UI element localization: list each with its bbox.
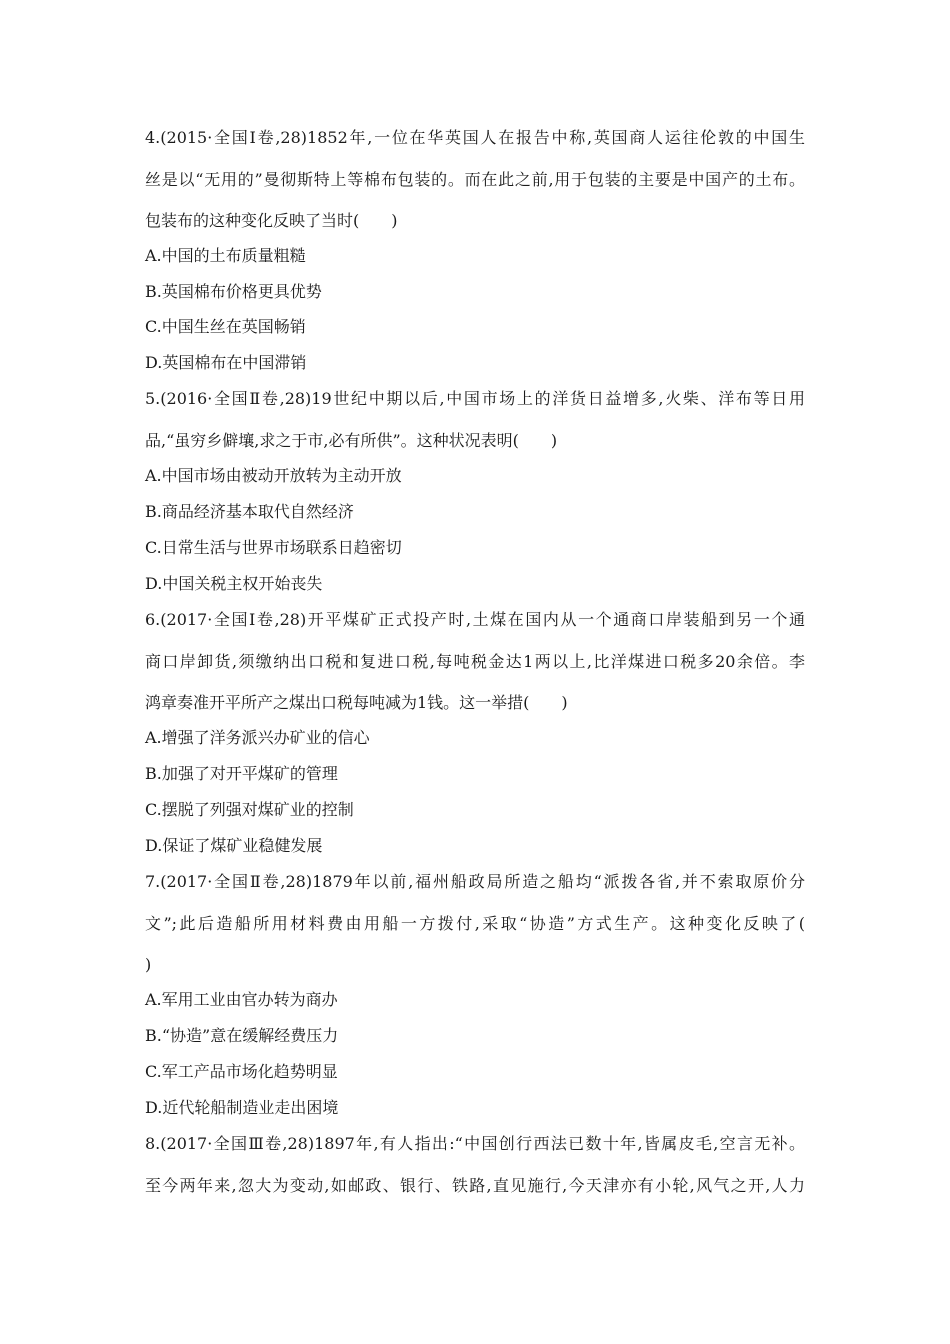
question-6-stem-line-2: 商口岸卸货,须缴纳出口税和复进口税,每吨税金达1两以上,比洋煤进口税多20余倍。李 — [145, 652, 805, 671]
question-7-stem-line-1: 7.(2017·全国Ⅱ卷,28)1879年以前,福州船政局所造之船均“派拨各省,并不索取原价分 — [145, 872, 805, 891]
question-6-option-c: C.摆脱了列强对煤矿业的控制 — [145, 800, 354, 819]
question-6-stem-line-1: 6.(2017·全国Ⅰ卷,28)开平煤矿正式投产时,土煤在国内从一个通商口岸装船到另一个通 — [145, 610, 805, 629]
question-5-stem-line-1: 5.(2016·全国Ⅱ卷,28)19世纪中期以后,中国市场上的洋货日益增多,火柴、洋布等日用 — [145, 389, 805, 408]
question-5-option-a: A.中国市场由被动开放转为主动开放 — [145, 466, 402, 485]
question-7-option-b: B.“协造”意在缓解经费压力 — [145, 1026, 339, 1045]
question-5-stem-line-2: 品,“虽穷乡僻壤,求之于市,必有所供”。这种状况表明( ) — [145, 431, 558, 450]
question-4-option-b: B.英国棉布价格更具优势 — [145, 282, 322, 301]
question-4-option-c: C.中国生丝在英国畅销 — [145, 317, 306, 336]
question-7-stem-line-2: 文”;此后造船所用材料费由用船一方拨付,采取“协造”方式生产。这种变化反映了( — [145, 914, 805, 933]
question-6-stem-line-3: 鸿章奏准开平所产之煤出口税每吨减为1钱。这一举措( ) — [145, 693, 568, 712]
question-5-option-b: B.商品经济基本取代自然经济 — [145, 502, 354, 521]
question-4-option-d: D.英国棉布在中国滞销 — [145, 353, 307, 372]
question-4-stem-line-2: 丝是以“无用的”曼彻斯特上等棉布包装的。而在此之前,用于包装的主要是中国产的土布。 — [145, 170, 805, 189]
question-5-option-d: D.中国关税主权开始丧失 — [145, 574, 323, 593]
question-7-option-d: D.近代轮船制造业走出困境 — [145, 1098, 339, 1117]
question-6-option-a: A.增强了洋务派兴办矿业的信心 — [145, 728, 370, 747]
question-4-stem-line-3: 包装布的这种变化反映了当时( ) — [145, 211, 398, 230]
question-7-option-a: A.军用工业由官办转为商办 — [145, 990, 338, 1009]
question-7-stem-line-3: ) — [145, 955, 152, 974]
question-6-option-b: B.加强了对开平煤矿的管理 — [145, 764, 338, 783]
question-8-stem-line-1: 8.(2017·全国Ⅲ卷,28)1897年,有人指出:“中国创行西法已数十年,皆属皮毛,空言无补。 — [145, 1134, 805, 1153]
question-4-stem-line-1: 4.(2015·全国Ⅰ卷,28)1852年,一位在华英国人在报告中称,英国商人运往伦敦的中国生 — [145, 128, 805, 147]
question-6-option-d: D.保证了煤矿业稳健发展 — [145, 836, 323, 855]
question-8-stem-line-2: 至今两年来,忽大为变动,如邮政、银行、铁路,直见施行,今天津亦有小轮,风气之开,人力 — [145, 1176, 805, 1195]
question-5-option-c: C.日常生活与世界市场联系日趋密切 — [145, 538, 402, 557]
question-7-option-c: C.军工产品市场化趋势明显 — [145, 1062, 338, 1081]
question-4-option-a: A.中国的土布质量粗糙 — [145, 246, 306, 265]
